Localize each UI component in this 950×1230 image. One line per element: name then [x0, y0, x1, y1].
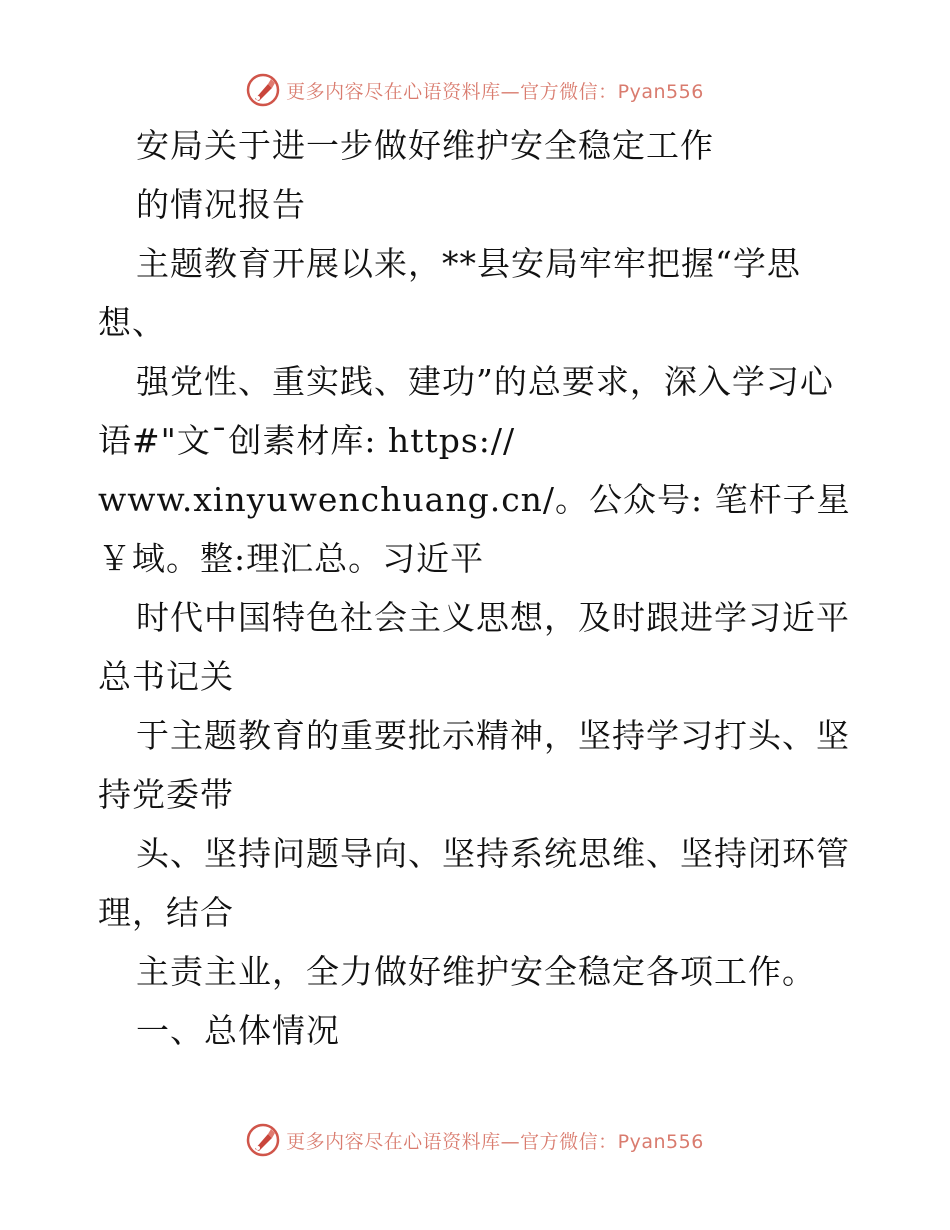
paragraph-line: 语#"文¯创素材库: https://: [98, 421, 516, 460]
paragraph-line: 于主题教育的重要批示精神，坚持学习打头、坚: [136, 716, 850, 755]
fountain-pen-logo-icon: [246, 1123, 280, 1157]
paragraph-line: 理，结合: [98, 893, 234, 932]
section-heading: 一、总体情况: [136, 1011, 340, 1050]
paragraph-line: ￥域。整:理汇总。习近平: [98, 539, 485, 578]
paragraph-line: 时代中国特色社会主义思想，及时跟进学习近平: [136, 598, 850, 637]
title-line-1: 安局关于进一步做好维护安全稳定工作: [136, 126, 714, 165]
paragraph-line: 主责主业，全力做好维护安全稳定各项工作。: [136, 952, 816, 991]
paragraph-line: 总书记关: [98, 657, 234, 696]
watermark-text: 更多内容尽在心语资料库—官方微信：Pyan556: [286, 80, 704, 103]
watermark-text: 更多内容尽在心语资料库—官方微信：Pyan556: [286, 1130, 704, 1153]
paragraph-line: 想、: [98, 303, 166, 342]
paragraph-line: 头、坚持问题导向、坚持系统思维、坚持闭环管: [136, 834, 850, 873]
footer-watermark: [0, 1120, 950, 1160]
paragraph-line: 持党委带: [98, 775, 234, 814]
title-line-2: 的情况报告: [136, 185, 306, 224]
paragraph-line: 主题教育开展以来，**县安局牢牢把握“学思: [136, 244, 801, 283]
paragraph-line: 强党性、重实践、建功”的总要求，深入学习心: [136, 362, 834, 401]
paragraph-line: www.xinyuwenchuang.cn/。公众号: 笔杆子星: [98, 480, 851, 519]
